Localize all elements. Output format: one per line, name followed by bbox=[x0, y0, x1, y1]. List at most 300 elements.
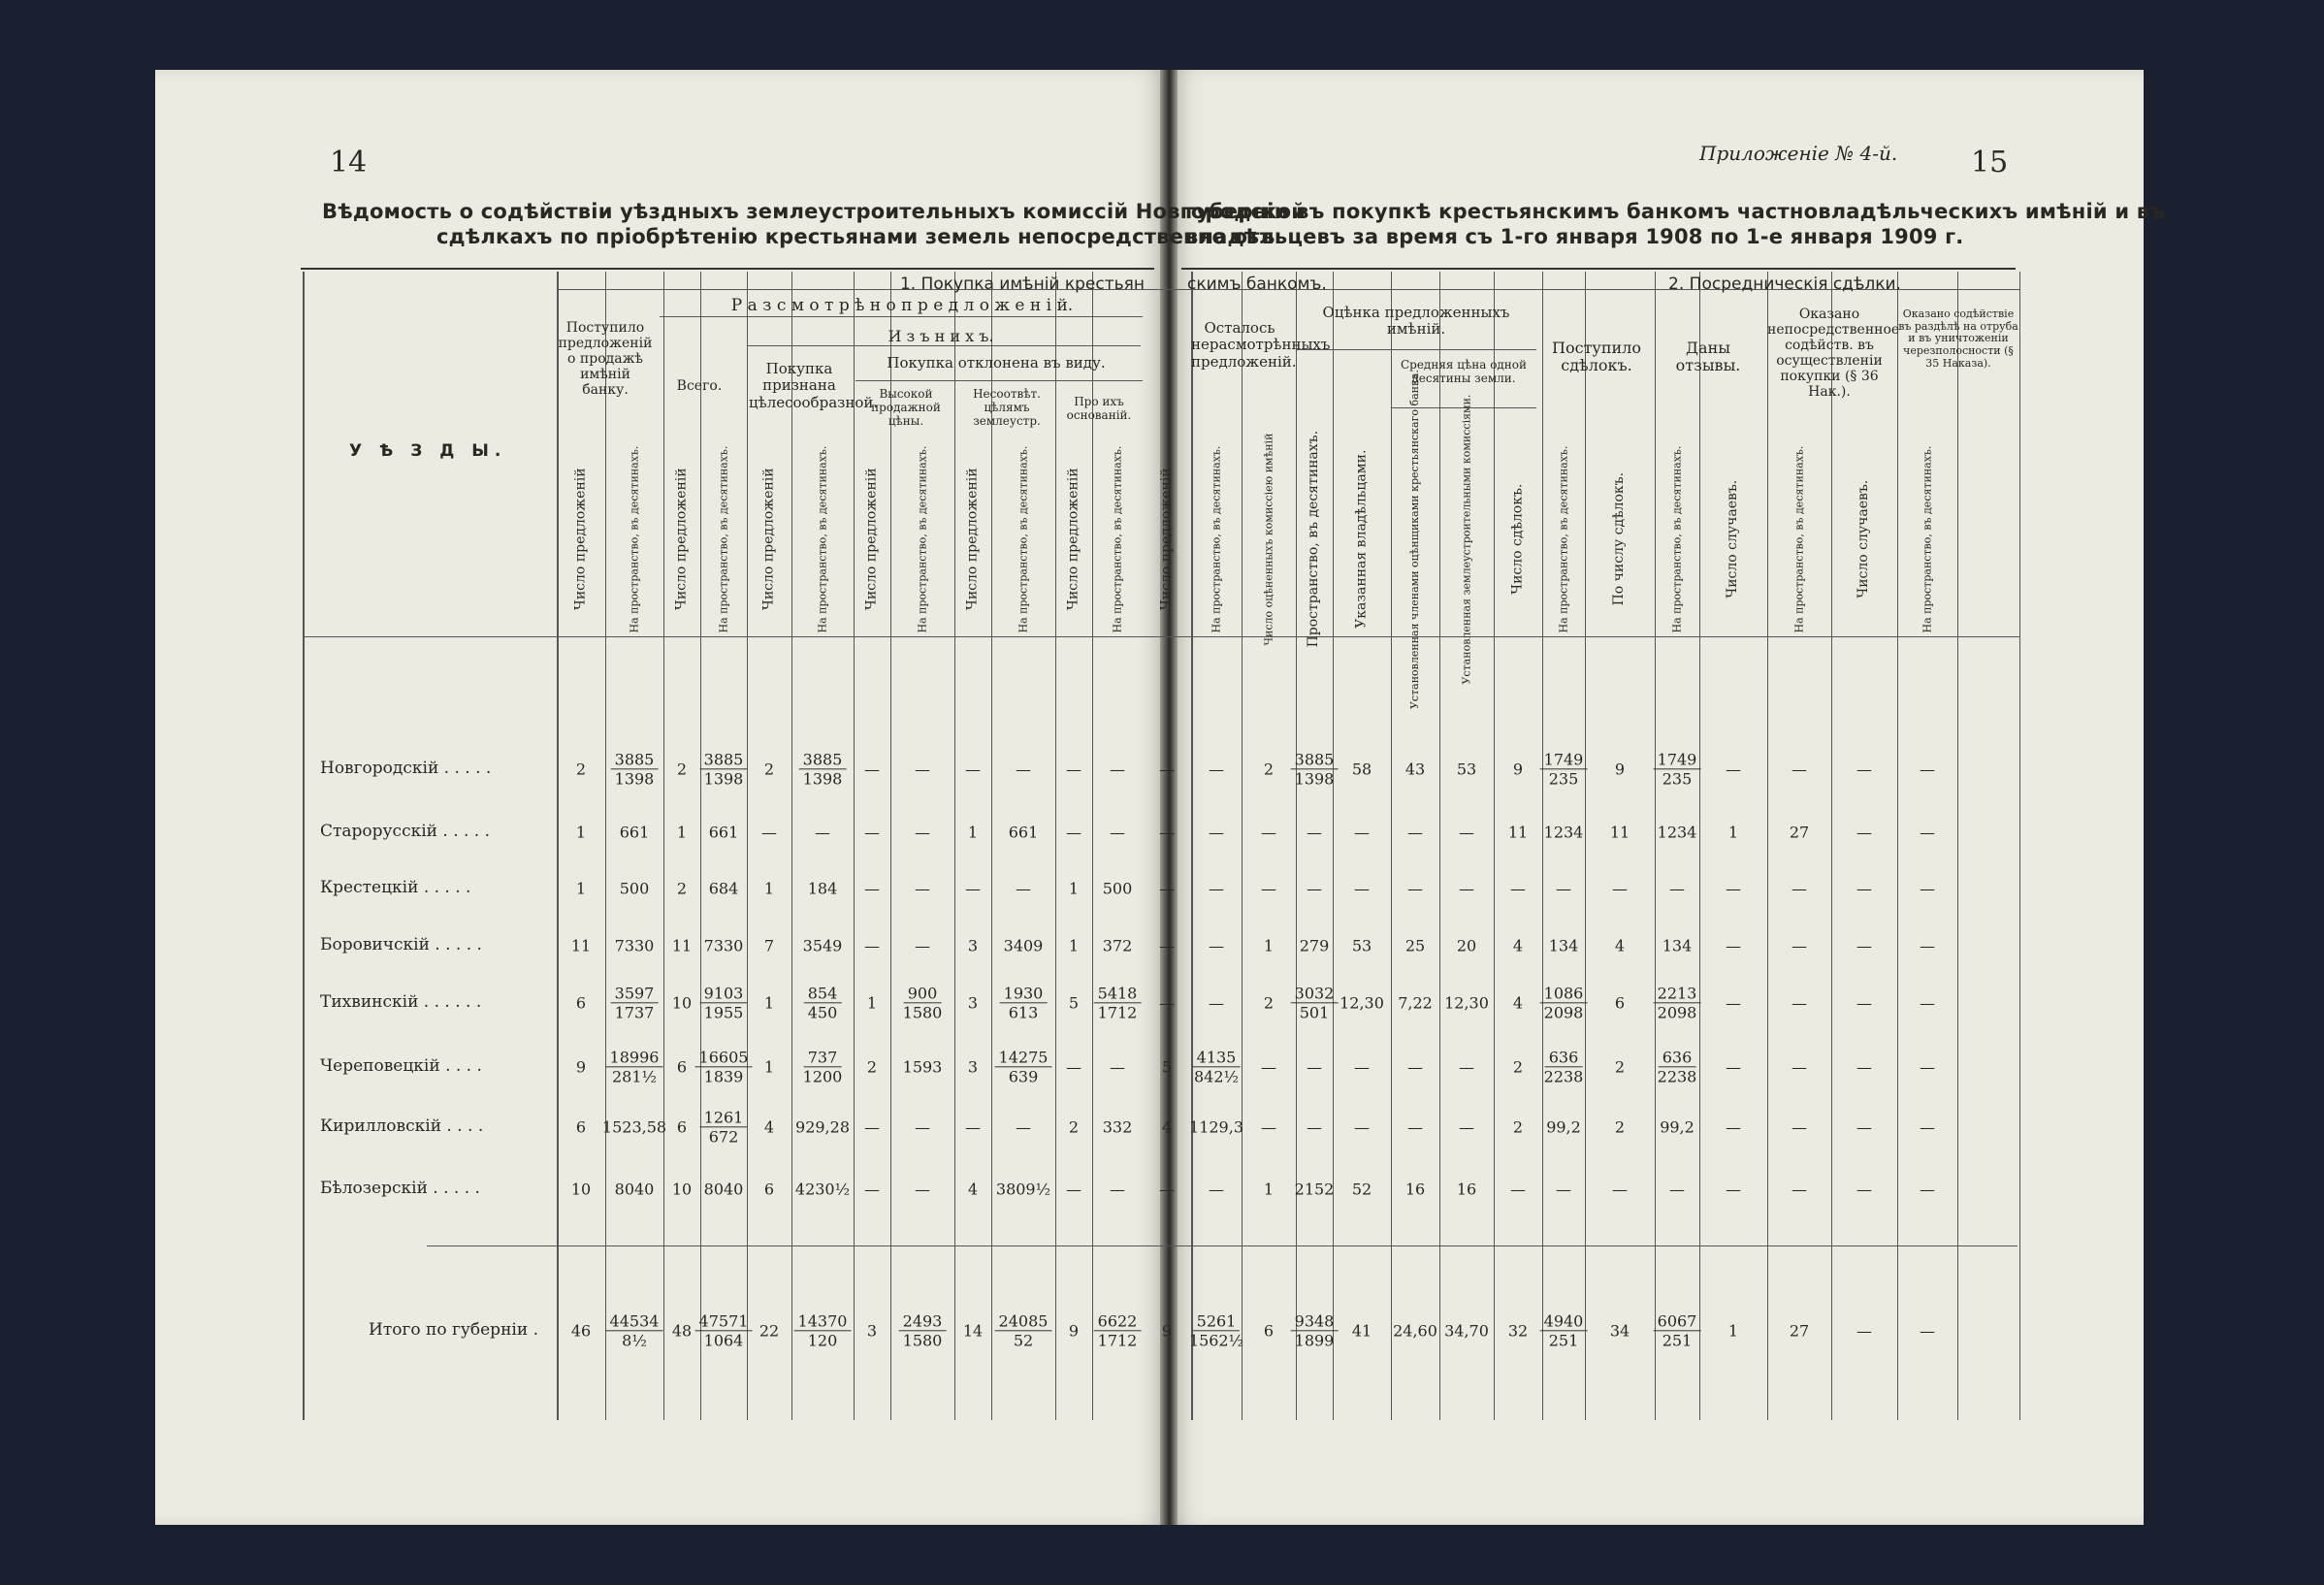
grid-line bbox=[303, 272, 305, 1420]
fraction-denominator: 52 bbox=[1013, 1331, 1034, 1350]
cell-value: — bbox=[1856, 879, 1872, 898]
cell-value: 6 bbox=[1263, 1321, 1275, 1341]
ostalos-header: Осталось нерасмотрѣнныхъ предложеній. bbox=[1191, 319, 1331, 371]
cell-value: — bbox=[1209, 879, 1224, 898]
appendix-label: Приложеніе № 4-й. bbox=[1699, 142, 1898, 165]
fraction-value bbox=[1291, 1311, 1339, 1349]
title-line2-right: владѣльцевъ за время съ 1-го января 1908 по 1-е января 1909 г. bbox=[1185, 225, 1964, 248]
cell-value: 332 bbox=[1102, 1117, 1133, 1137]
fraction-denominator: 501 bbox=[1299, 1003, 1330, 1022]
otsenka-header: Оцѣнка предложенныхъ имѣній. bbox=[1322, 304, 1510, 339]
cell-value: 11 bbox=[1609, 823, 1630, 842]
fraction-denominator: 2238 bbox=[1657, 1067, 1697, 1086]
cell-value: — bbox=[915, 879, 930, 898]
fraction-numerator: 16605 bbox=[695, 1048, 753, 1067]
pokupka-priznana-header: Покупка признана цѣлесообразной. bbox=[749, 360, 879, 411]
cell-value: 1 bbox=[1727, 823, 1739, 842]
cell-value: 9 bbox=[1068, 1321, 1080, 1341]
cell-value: 3 bbox=[967, 936, 979, 955]
cell-value: 4 bbox=[1614, 936, 1626, 955]
fraction-denominator: 613 bbox=[1008, 1003, 1039, 1022]
fraction-numerator: 3885 bbox=[799, 750, 847, 769]
cell-value: 4 bbox=[1512, 993, 1524, 1013]
column-header-label: На пространство, въ десятинахъ. bbox=[815, 445, 828, 633]
cell-value: — bbox=[1016, 760, 1031, 779]
cell-value: — bbox=[915, 823, 930, 842]
cell-value: 1 bbox=[763, 993, 775, 1013]
cell-value: 99,2 bbox=[1546, 1117, 1581, 1137]
fraction-numerator: 14370 bbox=[794, 1311, 852, 1331]
cell-value: 6 bbox=[763, 1180, 775, 1199]
column-header-label: На пространство, въ десятинахъ. bbox=[716, 445, 729, 633]
column-header-label: Число предложеній bbox=[760, 468, 777, 611]
cell-value: — bbox=[1669, 1180, 1685, 1199]
fraction-value bbox=[995, 1048, 1052, 1085]
cell-value: — bbox=[1261, 1117, 1276, 1137]
cell-value: — bbox=[1726, 1180, 1741, 1199]
cell-value: 2 bbox=[1614, 1057, 1626, 1077]
fraction-numerator: 9103 bbox=[700, 984, 748, 1003]
column-header-label: На пространство, въ десятинахъ. bbox=[1016, 445, 1029, 633]
district-name: Кирилловскій . . . . bbox=[320, 1116, 484, 1136]
cell-value: 10 bbox=[570, 1180, 592, 1199]
cell-value: 8040 bbox=[614, 1180, 655, 1199]
fraction-numerator: 737 bbox=[804, 1048, 842, 1067]
fraction-denominator: 639 bbox=[1008, 1067, 1039, 1086]
pro-ikh-header: Про ихъ основаній. bbox=[1066, 395, 1132, 422]
table-top-rule-right bbox=[1181, 268, 2016, 270]
cell-value: 1 bbox=[967, 823, 979, 842]
cell-value: — bbox=[864, 879, 880, 898]
cell-value: 22 bbox=[759, 1321, 780, 1341]
column-header bbox=[747, 442, 791, 636]
cell-value: 41 bbox=[1351, 1321, 1372, 1341]
cell-value: 7,22 bbox=[1398, 993, 1433, 1013]
fraction-value bbox=[700, 1108, 748, 1146]
grid-line bbox=[1957, 272, 1958, 1420]
cell-value: 500 bbox=[619, 879, 650, 898]
fraction-denominator: 1712 bbox=[1097, 1331, 1138, 1350]
column-header bbox=[1542, 442, 1585, 636]
cell-value: 16 bbox=[1456, 1180, 1477, 1199]
cell-value: — bbox=[1459, 879, 1474, 898]
fraction-numerator: 5418 bbox=[1094, 984, 1142, 1003]
column-header bbox=[1391, 370, 1439, 709]
cell-value: 52 bbox=[1351, 1180, 1372, 1199]
fraction-value bbox=[1094, 984, 1142, 1021]
cell-value: — bbox=[1459, 823, 1474, 842]
cell-value: — bbox=[1209, 823, 1224, 842]
cell-value: 3 bbox=[967, 993, 979, 1013]
cell-value: 7330 bbox=[614, 936, 655, 955]
fraction-numerator: 4940 bbox=[1540, 1311, 1588, 1331]
cell-value: 34 bbox=[1609, 1321, 1630, 1341]
grid-line bbox=[660, 316, 1143, 317]
fraction-numerator: 3597 bbox=[611, 984, 659, 1003]
fraction-numerator: 5261 bbox=[1193, 1311, 1241, 1331]
cell-value: — bbox=[1110, 1057, 1125, 1077]
cell-value: — bbox=[1066, 1180, 1081, 1199]
cell-value: 53 bbox=[1351, 936, 1372, 955]
cell-value: — bbox=[965, 1117, 981, 1137]
cell-value: 43 bbox=[1404, 760, 1426, 779]
cell-value: 2 bbox=[1614, 1117, 1626, 1137]
column-header-label: Число предложеній bbox=[1158, 468, 1175, 611]
okazano-sodeystvie-header: Оказано содѣйствіе въ раздѣлѣ на отруба и въ уничтоженіи черезполосности (§ 35 Наказа). bbox=[1898, 307, 2018, 370]
cell-value: — bbox=[1726, 879, 1741, 898]
grid-line bbox=[427, 1245, 2017, 1246]
column-header bbox=[1699, 442, 1767, 636]
cell-value: — bbox=[1856, 993, 1872, 1013]
cell-value: 1 bbox=[1727, 1321, 1739, 1341]
cell-value: 372 bbox=[1102, 936, 1133, 955]
fraction-value bbox=[1540, 984, 1588, 1021]
cell-value: — bbox=[965, 879, 981, 898]
fraction-denominator: 1899 bbox=[1294, 1331, 1335, 1350]
column-header-label: Число предложеній bbox=[1065, 468, 1081, 611]
fraction-value bbox=[695, 1048, 753, 1085]
column-header bbox=[954, 442, 991, 636]
cell-value: — bbox=[1110, 823, 1125, 842]
cell-value: 1 bbox=[763, 879, 775, 898]
cell-value: — bbox=[864, 936, 880, 955]
column-header bbox=[1831, 442, 1897, 636]
cell-value: — bbox=[1354, 879, 1370, 898]
fraction-denominator: 1398 bbox=[614, 769, 655, 789]
cell-value: 11 bbox=[570, 936, 592, 955]
pokupka-otklonena-header: Покупка отклонена въ виду. bbox=[887, 354, 1106, 372]
cell-value: 16 bbox=[1404, 1180, 1426, 1199]
part2-header: 2. Посредническія сдѣлки. bbox=[1668, 275, 1901, 294]
column-header-label: На пространство, въ десятинахъ. bbox=[1209, 445, 1222, 633]
column-header bbox=[791, 442, 854, 636]
column-header bbox=[991, 442, 1055, 636]
column-header bbox=[890, 442, 954, 636]
district-name: Новгородскій . . . . . bbox=[320, 759, 492, 778]
fraction-denominator: 1562½ bbox=[1188, 1331, 1244, 1350]
cell-value: 12,30 bbox=[1340, 993, 1384, 1013]
cell-value: 2 bbox=[1512, 1057, 1524, 1077]
fraction-value bbox=[804, 984, 842, 1021]
cell-value: — bbox=[1791, 760, 1807, 779]
cell-value: 3409 bbox=[1003, 936, 1044, 955]
fraction-value bbox=[611, 984, 659, 1021]
cell-value: — bbox=[1307, 823, 1322, 842]
postupilo-sdelok-header: Поступило сдѣлокъ. bbox=[1552, 339, 1641, 375]
fraction-numerator: 18996 bbox=[606, 1048, 663, 1067]
cell-value: 58 bbox=[1351, 760, 1372, 779]
cell-value: 661 bbox=[619, 823, 650, 842]
fraction-value bbox=[1291, 984, 1339, 1021]
nesootv-header: Несоотвѣт. цѣлямъ землеустр. bbox=[973, 387, 1041, 428]
fraction-denominator: 1398 bbox=[703, 769, 744, 789]
cell-value: 1593 bbox=[902, 1057, 943, 1077]
cell-value: 2 bbox=[1263, 760, 1275, 779]
cell-value: — bbox=[864, 1180, 880, 1199]
cell-value: 1129,3 bbox=[1189, 1117, 1243, 1137]
fraction-denominator: 672 bbox=[708, 1127, 739, 1147]
cell-value: 2 bbox=[1512, 1117, 1524, 1137]
cell-value: — bbox=[1209, 760, 1224, 779]
cell-value: 9 bbox=[1161, 1321, 1173, 1341]
column-header-label: Установленная членами оцѣнщиками крестьянскаго банка. bbox=[1407, 370, 1421, 709]
fraction-denominator: 450 bbox=[807, 1003, 838, 1022]
book-gutter bbox=[1160, 70, 1178, 1525]
cell-value: 2 bbox=[866, 1057, 878, 1077]
column-header bbox=[663, 442, 700, 636]
cell-value: 3 bbox=[866, 1321, 878, 1341]
cell-value: 14 bbox=[962, 1321, 984, 1341]
fraction-value bbox=[1189, 1311, 1243, 1349]
cell-value: — bbox=[1209, 993, 1224, 1013]
column-header-label: Число оцѣненныхъ комиссіею имѣній bbox=[1261, 433, 1275, 646]
cell-value: — bbox=[1510, 879, 1526, 898]
table-top-rule-left bbox=[301, 268, 1154, 270]
cell-value: — bbox=[1856, 1057, 1872, 1077]
fraction-numerator: 6067 bbox=[1654, 1311, 1701, 1331]
column-header bbox=[1143, 442, 1191, 636]
column-header bbox=[605, 442, 663, 636]
column-header-label: На пространство, въ десятинахъ. bbox=[627, 445, 640, 633]
cell-value: 4 bbox=[1512, 936, 1524, 955]
cell-value: 8040 bbox=[703, 1180, 744, 1199]
cell-value: — bbox=[915, 760, 930, 779]
postupilo-header: Поступило предложеній о продажѣ имѣній банку. bbox=[558, 320, 653, 399]
fraction-numerator: 47571 bbox=[695, 1311, 753, 1331]
fraction-denominator: 2238 bbox=[1543, 1067, 1584, 1086]
fraction-value bbox=[1540, 1311, 1588, 1349]
cell-value: — bbox=[965, 760, 981, 779]
cell-value: 27 bbox=[1789, 1321, 1810, 1341]
fraction-value bbox=[1094, 1311, 1142, 1349]
fraction-value bbox=[611, 750, 659, 788]
cell-value: 1523,58 bbox=[601, 1117, 667, 1137]
cell-value: — bbox=[864, 760, 880, 779]
cell-value: 1234 bbox=[1543, 823, 1584, 842]
column-header bbox=[854, 442, 890, 636]
cell-value: — bbox=[1920, 936, 1935, 955]
grid-line bbox=[303, 636, 2019, 637]
cell-value: — bbox=[1856, 936, 1872, 955]
cell-value: 1 bbox=[676, 823, 688, 842]
cell-value: — bbox=[1159, 760, 1175, 779]
cell-value: — bbox=[1159, 879, 1175, 898]
cell-value: — bbox=[915, 1117, 930, 1137]
column-header-label: На пространство, въ десятинахъ. bbox=[1556, 445, 1569, 633]
title-line1-right: губерніи въ покупкѣ крестьянскимъ банкомъ частновладѣльческихъ имѣній и въ bbox=[1185, 200, 2166, 223]
fraction-value bbox=[1654, 984, 1701, 1021]
cell-value: 2 bbox=[1068, 1117, 1080, 1137]
fraction-numerator: 1930 bbox=[1000, 984, 1048, 1003]
page-number-right: 15 bbox=[1971, 146, 2009, 179]
cell-value: 1 bbox=[763, 1057, 775, 1077]
vsego-header: Всего. bbox=[676, 378, 723, 394]
fraction-denominator: 1064 bbox=[703, 1331, 744, 1350]
cell-value: — bbox=[1261, 879, 1276, 898]
fraction-numerator: 9348 bbox=[1291, 1311, 1339, 1331]
cell-value: 1 bbox=[1068, 936, 1080, 955]
cell-value: — bbox=[1159, 936, 1175, 955]
cell-value: — bbox=[1612, 879, 1628, 898]
fraction-denominator: 1712 bbox=[1097, 1003, 1138, 1022]
fraction-value bbox=[899, 1311, 947, 1349]
cell-value: — bbox=[1407, 879, 1423, 898]
cell-value: 1 bbox=[575, 823, 587, 842]
fraction-denominator: 1737 bbox=[614, 1003, 655, 1022]
cell-value: — bbox=[1791, 993, 1807, 1013]
grid-line bbox=[855, 380, 1143, 381]
cell-value: — bbox=[1920, 993, 1935, 1013]
cell-value: 27 bbox=[1789, 823, 1810, 842]
cell-value: 2152 bbox=[1294, 1180, 1335, 1199]
cell-value: — bbox=[815, 823, 830, 842]
cell-value: — bbox=[1791, 1180, 1807, 1199]
cell-value: — bbox=[1856, 760, 1872, 779]
column-header bbox=[1333, 442, 1391, 636]
cell-value: — bbox=[1726, 993, 1741, 1013]
column-header bbox=[1191, 442, 1242, 636]
fraction-denominator: 281½ bbox=[611, 1067, 658, 1086]
cell-value: — bbox=[1016, 1117, 1031, 1137]
cell-value: — bbox=[1856, 1321, 1872, 1341]
cell-value: — bbox=[1791, 936, 1807, 955]
column-header-label: На пространство, въ десятинахъ. bbox=[1791, 445, 1805, 633]
page-number-left: 14 bbox=[330, 146, 368, 179]
cell-value: — bbox=[1856, 823, 1872, 842]
fraction-denominator: 1398 bbox=[1294, 769, 1335, 789]
cell-value: 6 bbox=[575, 1117, 587, 1137]
column-header-label: Установленная землеустроительными комиссіями. bbox=[1459, 394, 1472, 685]
cell-value: 4 bbox=[763, 1117, 775, 1137]
cell-value: — bbox=[1066, 823, 1081, 842]
column-header bbox=[1585, 442, 1655, 636]
iz-nikh-header: И з ъ н и х ъ. bbox=[888, 327, 994, 345]
fraction-numerator: 24085 bbox=[995, 1311, 1052, 1331]
cell-value: 1 bbox=[1263, 1180, 1275, 1199]
cell-value: — bbox=[1307, 879, 1322, 898]
cell-value: — bbox=[915, 936, 930, 955]
column-header-label: Число предложеній bbox=[964, 468, 981, 611]
column-header-label: Число предложеній bbox=[572, 468, 589, 611]
fraction-numerator: 636 bbox=[1545, 1048, 1583, 1067]
cell-value: 11 bbox=[1507, 823, 1529, 842]
cell-value: — bbox=[1407, 1117, 1423, 1137]
cell-value: 1 bbox=[1068, 879, 1080, 898]
fraction-denominator: 120 bbox=[807, 1331, 838, 1350]
cell-value: 929,28 bbox=[795, 1117, 850, 1137]
cell-value: — bbox=[1920, 823, 1935, 842]
fraction-value bbox=[1540, 750, 1588, 788]
cell-value: 48 bbox=[671, 1321, 693, 1341]
fraction-numerator: 3885 bbox=[700, 750, 748, 769]
cell-value: 6 bbox=[575, 993, 587, 1013]
cell-value: 661 bbox=[708, 823, 739, 842]
cell-value: 34,70 bbox=[1444, 1321, 1489, 1341]
fraction-numerator: 900 bbox=[904, 984, 942, 1003]
column-header bbox=[1439, 394, 1494, 685]
fraction-numerator: 1086 bbox=[1540, 984, 1588, 1003]
cell-value: — bbox=[1016, 879, 1031, 898]
column-header-label: Число предложеній bbox=[673, 468, 690, 611]
cell-value: — bbox=[1159, 993, 1175, 1013]
column-header bbox=[1296, 431, 1333, 648]
cell-value: 9 bbox=[1512, 760, 1524, 779]
cell-value: 11 bbox=[671, 936, 693, 955]
cell-value: — bbox=[1612, 1180, 1628, 1199]
fraction-denominator: 251 bbox=[1662, 1331, 1693, 1350]
column-header-label: Число сдѣлокъ. bbox=[1509, 483, 1526, 596]
cell-value: — bbox=[915, 1180, 930, 1199]
cell-value: 24,60 bbox=[1393, 1321, 1437, 1341]
fraction-value bbox=[1000, 984, 1048, 1021]
cell-value: 1 bbox=[866, 993, 878, 1013]
fraction-value bbox=[1291, 750, 1339, 788]
column-header bbox=[1655, 442, 1699, 636]
column-header-label: На пространство, въ десятинахъ. bbox=[1669, 445, 1683, 633]
fraction-numerator: 3032 bbox=[1291, 984, 1339, 1003]
fraction-denominator: 1398 bbox=[802, 769, 843, 789]
vysokoy-header: Высокой продажной цѣны. bbox=[871, 387, 941, 428]
cell-value: 2 bbox=[1263, 993, 1275, 1013]
cell-value: 1234 bbox=[1657, 823, 1697, 842]
rassmotreno-header: Р а з с м о т р ѣ н о п р е д л о ж е н і й. bbox=[730, 296, 1074, 315]
cell-value: — bbox=[1920, 1180, 1935, 1199]
column-header bbox=[1897, 442, 1957, 636]
column-header bbox=[1767, 442, 1831, 636]
cell-value: 4230½ bbox=[794, 1180, 851, 1199]
cell-value: — bbox=[1791, 1117, 1807, 1137]
cell-value: 5 bbox=[1068, 993, 1080, 1013]
fraction-denominator: 235 bbox=[1662, 769, 1693, 789]
uezdy-header: У Ѣ З Д Ы. bbox=[349, 441, 507, 461]
district-name: Крестецкій . . . . . bbox=[320, 878, 471, 897]
cell-value: — bbox=[1669, 879, 1685, 898]
cell-value: — bbox=[1856, 1180, 1872, 1199]
cell-value: — bbox=[1407, 823, 1423, 842]
fraction-value bbox=[799, 750, 847, 788]
fraction-value bbox=[606, 1048, 663, 1085]
cell-value: — bbox=[1354, 1057, 1370, 1077]
cell-value: — bbox=[1556, 1180, 1571, 1199]
fraction-value bbox=[700, 984, 748, 1021]
cell-value: — bbox=[1110, 760, 1125, 779]
column-header-label: На пространство, въ десятинахъ. bbox=[915, 445, 928, 633]
fraction-value bbox=[1544, 1048, 1584, 1085]
cell-value: 7330 bbox=[703, 936, 744, 955]
cell-value: 2 bbox=[575, 760, 587, 779]
cell-value: — bbox=[1920, 1057, 1935, 1077]
column-header bbox=[1242, 433, 1296, 646]
part1-header-left: 1. Покупка имѣній крестьян bbox=[899, 275, 1145, 294]
part1-header-right: скимъ банкомъ. bbox=[1187, 275, 1327, 294]
cell-value: — bbox=[1261, 823, 1276, 842]
district-name: Череповецкій . . . . bbox=[320, 1056, 482, 1076]
column-header bbox=[1055, 442, 1092, 636]
fraction-value bbox=[903, 984, 943, 1021]
cell-value: 46 bbox=[570, 1321, 592, 1341]
cell-value: — bbox=[1209, 936, 1224, 955]
cell-value: 9 bbox=[1614, 760, 1626, 779]
column-header-label: На пространство, въ десятинахъ. bbox=[1110, 445, 1123, 633]
fraction-numerator: 636 bbox=[1659, 1048, 1696, 1067]
cell-value: — bbox=[1510, 1180, 1526, 1199]
fraction-denominator: 8½ bbox=[622, 1331, 647, 1350]
fraction-value bbox=[1193, 1048, 1241, 1085]
cell-value: — bbox=[1920, 879, 1935, 898]
column-header-label: На пространство, въ десятинахъ. bbox=[1920, 445, 1933, 633]
cell-value: 3 bbox=[967, 1057, 979, 1077]
cell-value: 6 bbox=[676, 1057, 688, 1077]
